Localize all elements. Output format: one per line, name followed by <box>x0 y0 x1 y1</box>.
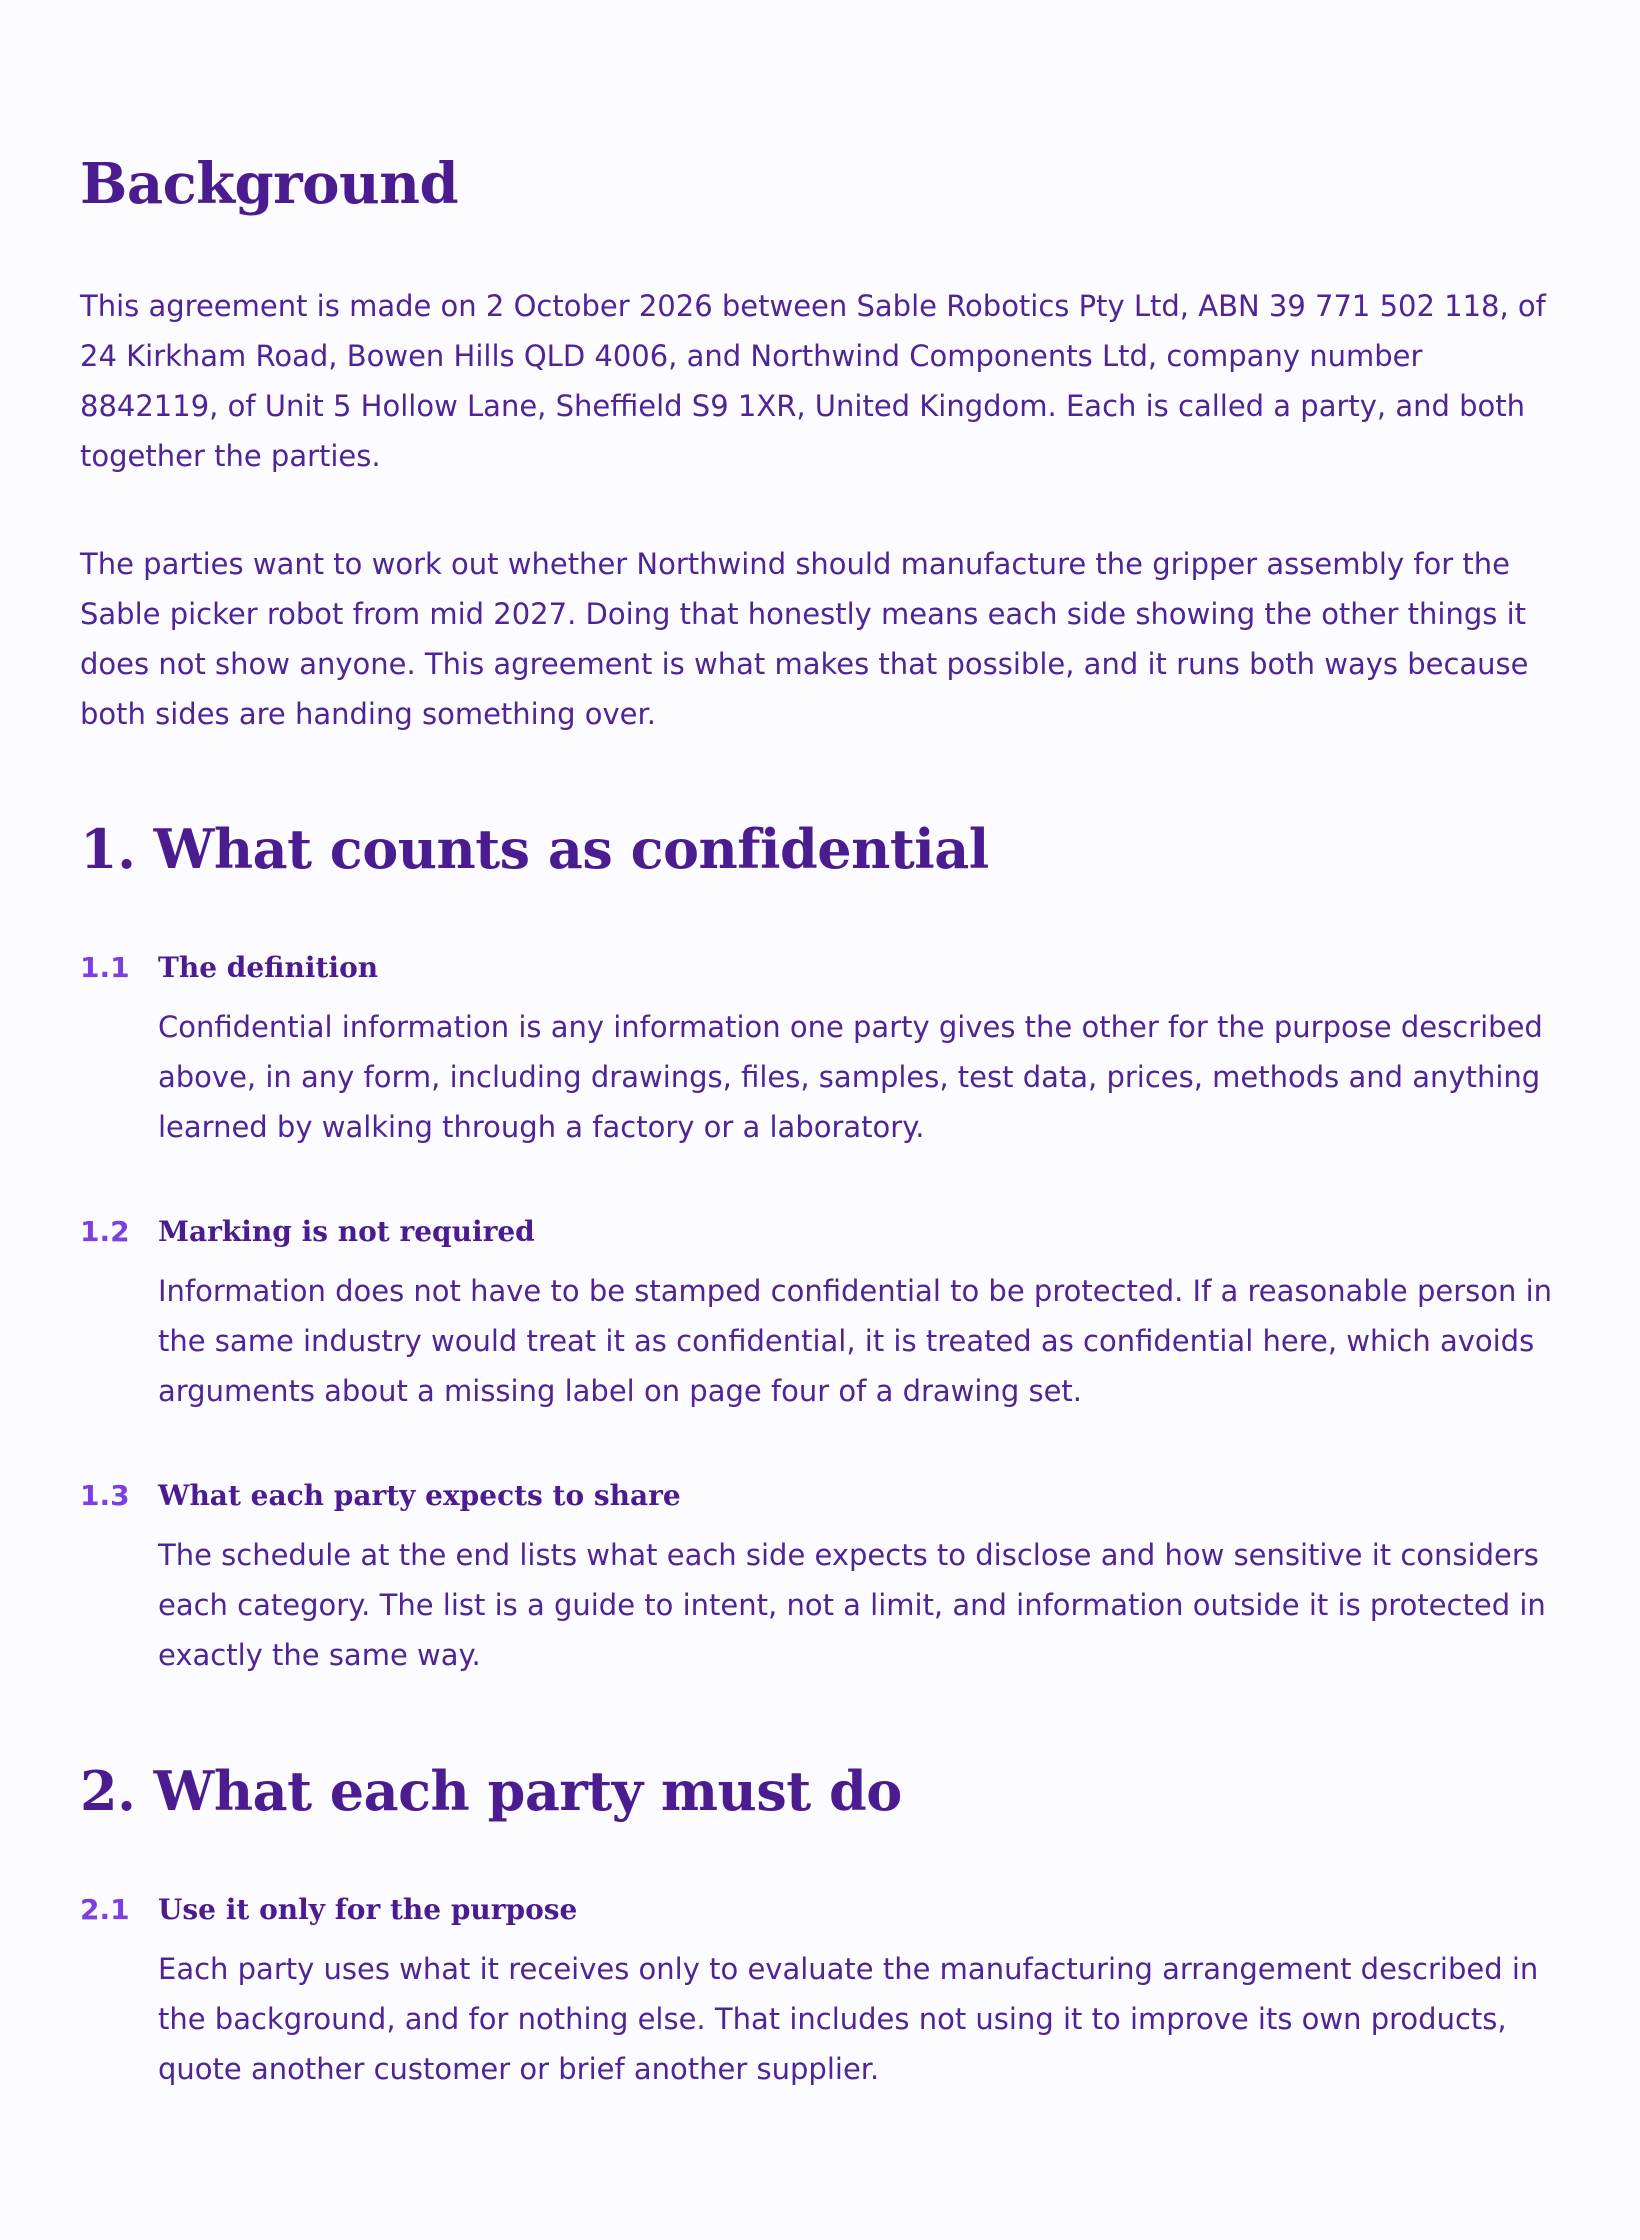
clause-number: 1.3 <box>80 1479 130 1512</box>
clause-body: Each party uses what it receives only to evaluate the manufacturing arrangement described in the background, and for nothing else. That includes not using it to improve its own products, quote another customer or brief another supplier. <box>158 1952 1539 2086</box>
clause-title: Marking is not required <box>158 1215 535 1248</box>
section-2-heading: 2. What each party must do <box>80 1759 902 1823</box>
section-1-heading: 1. What counts as confidential <box>80 817 989 881</box>
clause-title: Use it only for the purpose <box>158 1893 578 1926</box>
clause-number: 1.2 <box>80 1215 130 1248</box>
background-paragraph-2: The parties want to work out whether Northwind should manufacture the gripper assembly for the Sable picker robot from mid 2027. Doing that honestly means each side showing the other things it does not show anyone. This agreement is what makes that possible, and it runs both ways because both sides are handing something over. <box>80 547 1529 731</box>
clause-number: 2.1 <box>80 1893 130 1926</box>
clause-body: Confidential information is any information one party gives the other for the purpose described above, in any form, including drawings, files, samples, test data, prices, methods and anything learned by walking through a factory or a laboratory. <box>158 1010 1543 1144</box>
clause-body: The schedule at the end lists what each side expects to disclose and how sensitive it considers each category. The list is a guide to intent, not a limit, and information outside it is protected in exactly the same way. <box>158 1538 1546 1672</box>
background-heading: Background <box>80 151 459 217</box>
clause-body: Information does not have to be stamped confidential to be protected. If a reasonable person in the same industry would treat it as confidential, it is treated as confidential here, which avoids arguments about a missing label on page four of a drawing set. <box>158 1274 1553 1408</box>
clause-title: What each party expects to share <box>158 1479 681 1512</box>
background-paragraph-1: This agreement is made on 2 October 2026 between Sable Robotics Pty Ltd, ABN 39 771 502 118, of 24 Kirkham Road, Bowen Hills QLD 4006, and Northwind Components Ltd, company number 8842119, of Unit 5 Hollow Lane, Sheffield S9 1XR, United Kingdom. Each is called a party, and both together the parties. <box>80 289 1546 473</box>
clause-number: 1.1 <box>80 951 130 984</box>
clause-title: The definition <box>158 951 379 984</box>
